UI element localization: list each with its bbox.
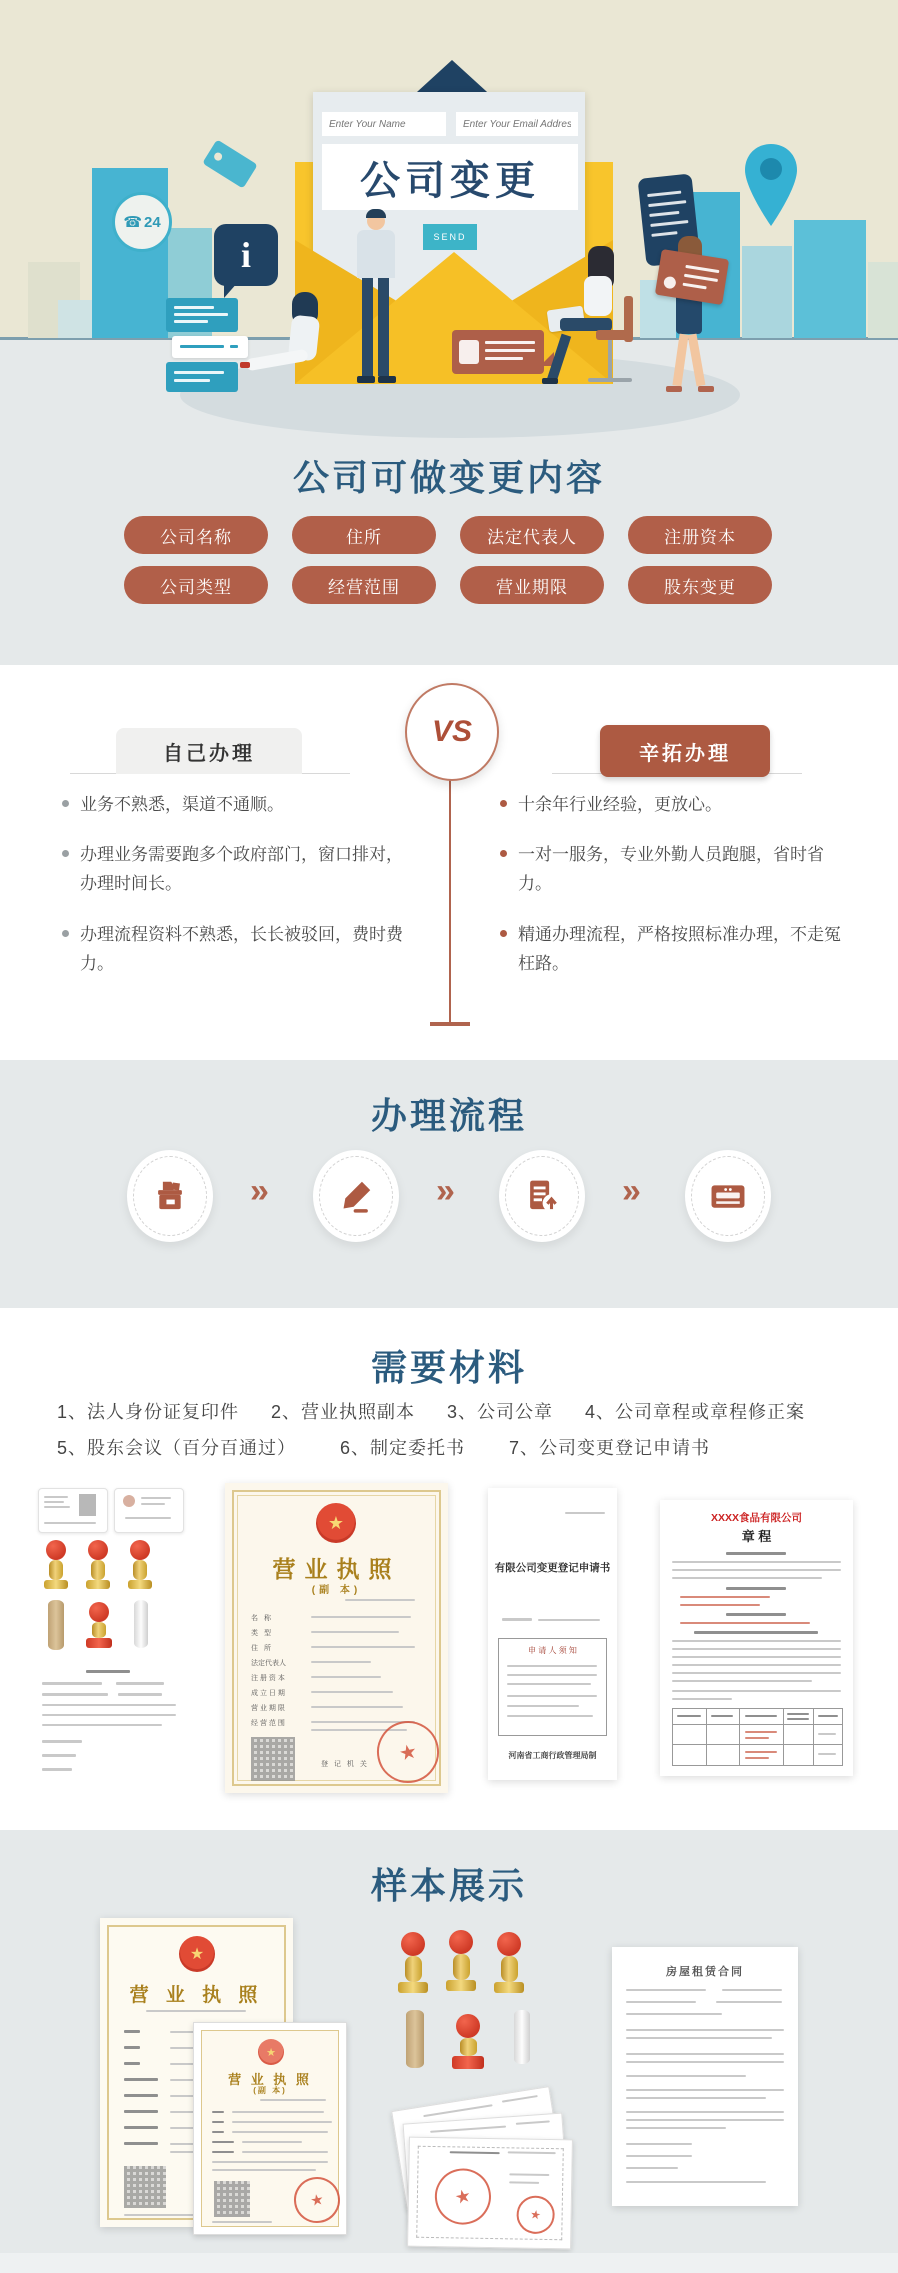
material-item: 3、公司公章	[447, 1402, 554, 1422]
online-register-icon	[337, 1177, 375, 1215]
hero-title: 公司变更	[322, 144, 578, 210]
badge-24-label: 24	[144, 213, 161, 231]
national-emblem-icon: ★	[316, 1503, 356, 1543]
vs-badge: VS	[405, 683, 499, 781]
contact-message-card	[452, 330, 544, 374]
materials-section	[0, 1308, 898, 1830]
info-bubble-tail	[224, 282, 238, 298]
sample-license-large-title: 营 业 执 照	[129, 1985, 264, 2006]
self-handle-points	[60, 790, 412, 999]
company-stamp	[446, 1930, 476, 1991]
charter-company-name: XXXX食品有限公司	[710, 1512, 802, 1524]
change-item-company-type[interactable]: 公司类型	[124, 566, 268, 604]
company-stamp	[398, 1932, 428, 1993]
receive-license-icon	[708, 1177, 748, 1215]
id-card-and-stamps-image	[38, 1488, 184, 1783]
vs-divider-end-bar	[430, 1022, 470, 1026]
name-input[interactable]	[322, 112, 446, 136]
national-emblem-icon: ★	[179, 1936, 215, 1972]
license-qr-code	[214, 2181, 250, 2217]
official-red-seal: ★	[371, 1715, 445, 1789]
material-item: 2、营业执照副本	[271, 1402, 416, 1422]
process-steps	[0, 1150, 898, 1280]
change-item-business-scope[interactable]: 经营范围	[292, 566, 436, 604]
change-item-legal-rep[interactable]: 法定代表人	[460, 516, 604, 554]
sample-license-small	[193, 2022, 347, 2235]
contract-title: 房屋租赁合同	[666, 1966, 744, 1978]
seal-registration-card-front	[407, 2137, 573, 2250]
change-section-title: 公司可做变更内容	[292, 457, 605, 498]
step-arrow: »	[436, 1172, 455, 1210]
process-section	[0, 1060, 898, 1308]
samples-section	[0, 1830, 898, 2273]
email-input[interactable]	[456, 112, 578, 136]
application-title: 有限公司变更登记申请书	[494, 1562, 611, 1574]
license-qr-code	[251, 1737, 295, 1781]
sample-license-small-title: 营 业 执 照	[228, 2072, 312, 2087]
self-point: 业务不熟悉，渠道不通顺。	[60, 790, 412, 819]
application-footer: 河南省工商行政管理局制	[508, 1751, 597, 1760]
agency-point: 精通办理流程，严格按照标准办理，不走冤枉路。	[498, 920, 850, 978]
material-item: 4、公司章程或章程修正案	[585, 1402, 806, 1422]
material-item: 6、制定委托书	[340, 1438, 466, 1458]
company-stamp-red-base	[452, 2014, 484, 2069]
page-bottom-strip	[0, 2253, 898, 2273]
phone-icon: ☎	[123, 214, 142, 231]
info-bubble-icon: i	[214, 224, 278, 286]
agency-point: 十余年行业经验，更放心。	[498, 790, 850, 819]
change-item-address[interactable]: 住所	[292, 516, 436, 554]
vs-divider-line	[449, 777, 451, 1022]
official-red-seal: ★	[290, 2173, 343, 2226]
license-qr-code	[124, 2166, 166, 2208]
samples-section-title: 样本展示	[370, 1865, 527, 1906]
official-red-seal: ★	[429, 2163, 496, 2230]
submit-materials-icon	[523, 1177, 561, 1215]
change-item-capital[interactable]: 注册资本	[628, 516, 772, 554]
materials-section-title: 需要材料	[370, 1347, 527, 1388]
material-item: 7、公司变更登记申请书	[509, 1438, 711, 1458]
notice-title: 申 请 人 须 知	[528, 1646, 577, 1655]
material-item: 1、法人身份证复印件	[57, 1402, 240, 1422]
step-arrow: »	[250, 1172, 269, 1210]
agency-handle-points	[498, 790, 850, 999]
step-circle-license	[685, 1150, 771, 1242]
company-charter-image	[660, 1500, 853, 1776]
collect-materials-icon	[151, 1177, 189, 1215]
applicant-notice-box	[498, 1638, 607, 1736]
materials-list-row-2	[57, 1434, 710, 1460]
company-stamp	[494, 1932, 524, 1993]
business-license-copy-image: ★ 营业执照 (副 本) 名 称 类 型 住 所 法定代表人 注 册 资 本 成 立 日 期 营 业 期 限 经 营 范 围 登 记 机 关 ★	[225, 1483, 448, 1793]
step-circle-collect	[127, 1150, 213, 1242]
white-stamp-tube	[514, 2010, 530, 2064]
step-circle-register	[313, 1150, 399, 1242]
self-handle-tab: 自己办理	[116, 728, 302, 774]
charter-title: 章 程	[741, 1529, 772, 1544]
license-subtitle: (副 本)	[311, 1585, 362, 1596]
lease-contract-image	[612, 1947, 798, 2206]
kraft-stamp-tube	[406, 2010, 424, 2068]
registrar-label: 登 记 机 关	[321, 1761, 369, 1768]
send-button[interactable]: SEND	[423, 224, 477, 250]
national-emblem-icon: ★	[258, 2039, 284, 2065]
agency-point: 一对一服务，专业外勤人员跑腿，省时省力。	[498, 840, 850, 898]
comparison-section	[0, 665, 898, 1060]
material-item: 5、股东会议（百分百通过）	[57, 1438, 297, 1458]
charter-shareholder-table	[672, 1708, 843, 1766]
materials-list-row-1	[57, 1398, 805, 1424]
process-section-title: 办理流程	[370, 1095, 527, 1136]
agency-handle-tab: 辛拓办理	[600, 725, 770, 777]
change-application-image	[488, 1488, 617, 1780]
tag-icon	[202, 139, 258, 188]
change-item-shareholder[interactable]: 股东变更	[628, 566, 772, 604]
step-arrow: »	[622, 1172, 641, 1210]
self-point: 办理业务需要跑多个政府部门，窗口排对，办理时间长。	[60, 840, 412, 898]
official-red-seal: ★	[514, 2193, 557, 2236]
step-circle-submit	[499, 1150, 585, 1242]
self-point: 办理流程资料不熟悉，长长被驳回，费时费力。	[60, 920, 412, 978]
change-item-company-name[interactable]: 公司名称	[124, 516, 268, 554]
24h-phone-badge	[112, 192, 172, 252]
change-item-term[interactable]: 营业期限	[460, 566, 604, 604]
hero-illustration	[0, 0, 898, 440]
change-items-grid	[124, 516, 774, 604]
location-pin-icon	[742, 142, 800, 234]
sample-license-small-subtitle: (副 本)	[253, 2086, 287, 2095]
license-title: 营业执照	[272, 1556, 401, 1582]
